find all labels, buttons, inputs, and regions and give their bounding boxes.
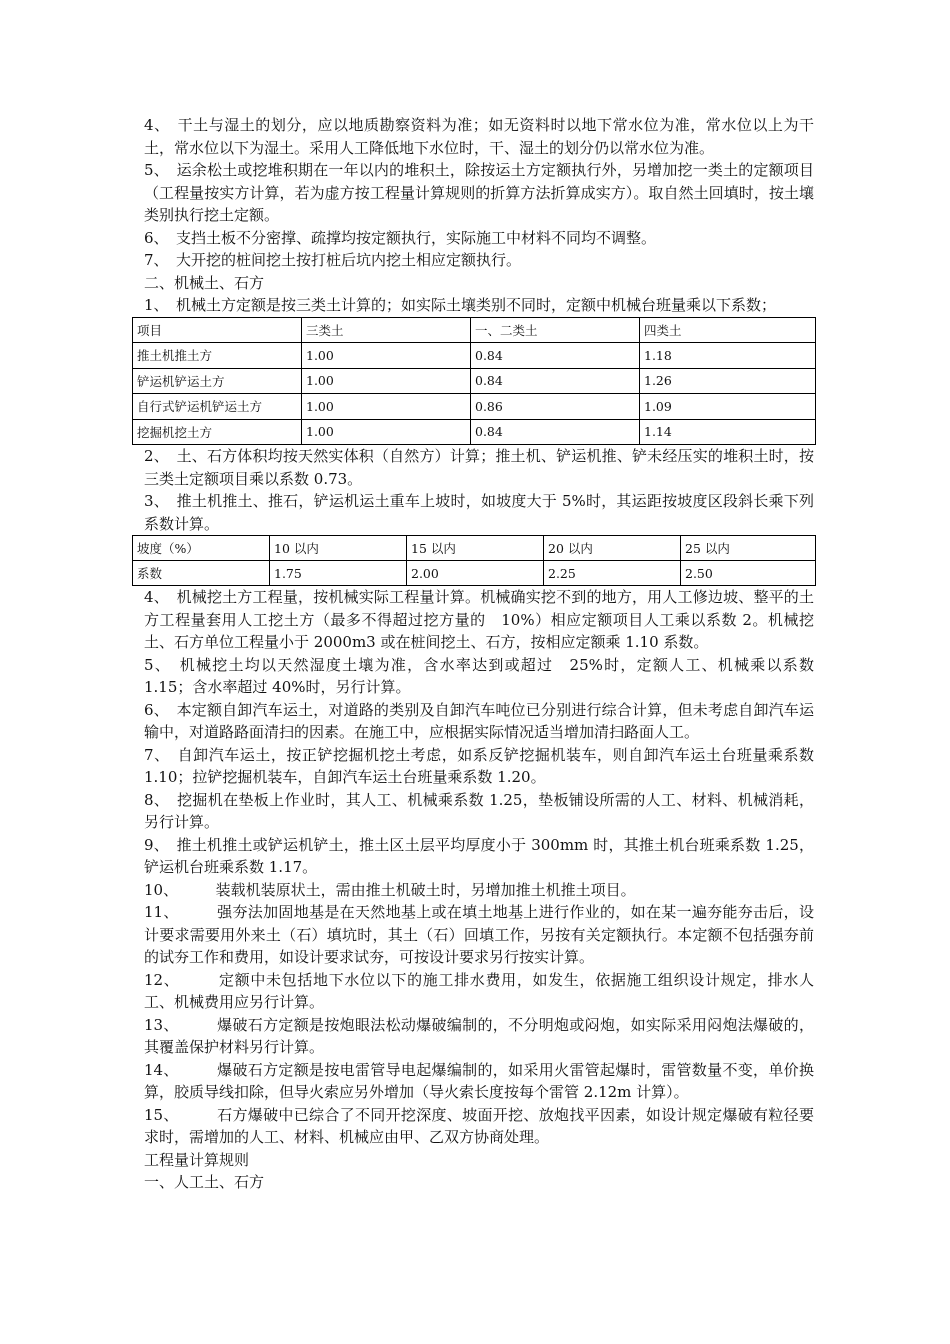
soil-coefficient-table bbox=[132, 317, 816, 446]
table-cell: 推土机推土方 bbox=[133, 343, 302, 369]
section-a bbox=[144, 114, 814, 317]
paragraph: 12、 定额中未包括地下水位以下的施工排水费用，如发生，依据施工组织设计规定，排水人工、机械费用应另行计算。 bbox=[144, 970, 814, 1011]
table-cell: 0.84 bbox=[471, 368, 640, 394]
table-row bbox=[133, 561, 816, 586]
paragraph: 11、 强夯法加固地基是在天然地基上或在填土地基上进行作业的，如在某一遍夯能夯击后，设计要求需要用外来土（石）填坑时，其土（石）回填工作，另按有关定额执行。本定额不包括强夯前的试夯工作和费用，如设计要求试夯，可按设计要求另行按实计算。 bbox=[144, 903, 814, 966]
table-header-cell: 坡度（%） bbox=[133, 536, 270, 561]
table-cell: 2.00 bbox=[407, 561, 544, 586]
section-heading: 二、机械土、石方 bbox=[144, 273, 265, 292]
table-row bbox=[133, 368, 816, 394]
table-cell: 铲运机铲运土方 bbox=[133, 368, 302, 394]
paragraph: 15、 石方爆破中已综合了不同开挖深度、坡面开挖、放炮找平因素，如设计规定爆破有粒径要求时，需增加的人工、材料、机械应由甲、乙双方协商处理。 bbox=[144, 1105, 814, 1146]
table-header-cell: 25 以内 bbox=[681, 536, 816, 561]
table-cell: 2.25 bbox=[544, 561, 681, 586]
paragraph: 6、 支挡土板不分密撑、疏撑均按定额执行，实际施工中材料不同均不调整。 bbox=[144, 228, 657, 247]
section-heading: 一、人工土、石方 bbox=[144, 1173, 265, 1191]
table-cell: 系数 bbox=[133, 561, 270, 586]
table-cell: 自行式铲运机铲运土方 bbox=[133, 394, 302, 420]
table-header-row bbox=[133, 317, 816, 343]
table-cell: 1.18 bbox=[640, 343, 816, 369]
table-row bbox=[133, 419, 816, 445]
paragraph: 6、 本定额自卸汽车运土，对道路的类别及自卸汽车吨位已分别进行综合计算，但未考虑自卸汽车运输中，对道路路面清扫的因素。在施工中，应根据实际情况适当增加清扫路面人工。 bbox=[144, 700, 814, 741]
paragraph: 4、 机械挖土方工程量，按机械实际工程量计算。机械确实挖不到的地方，用人工修边坡、整平的土方工程量套用人工挖土方（最多不得超过挖方量的 10%）相应定额项目人工乘以系数 2。机械挖土、石方单位工程量小于 2000m3 或在桩间挖土、石方，按相应定额乘 1.10 系数。 bbox=[144, 588, 814, 651]
table-cell: 0.86 bbox=[471, 394, 640, 420]
table-header-row bbox=[133, 536, 816, 561]
table-cell: 1.14 bbox=[640, 419, 816, 445]
table-cell: 1.00 bbox=[302, 368, 471, 394]
table-header-cell: 项目 bbox=[133, 317, 302, 343]
table-cell: 1.26 bbox=[640, 368, 816, 394]
table-cell: 0.84 bbox=[471, 343, 640, 369]
table-cell: 2.50 bbox=[681, 561, 816, 586]
section-heading: 工程量计算规则 bbox=[144, 1150, 250, 1169]
paragraph: 4、 干土与湿土的划分，应以地质勘察资料为准；如无资料时以地下常水位为准，常水位以上为干土，常水位以下为湿土。采用人工降低地下水位时，干、湿土的划分仍以常水位为准。 bbox=[144, 116, 814, 157]
slope-coefficient-table bbox=[132, 535, 816, 586]
table-cell: 0.84 bbox=[471, 419, 640, 445]
table-row bbox=[133, 343, 816, 369]
section-b bbox=[144, 445, 814, 535]
table-cell: 1.00 bbox=[302, 343, 471, 369]
paragraph: 5、 机械挖土均以天然湿度土壤为准，含水率达到或超过 25%时，定额人工、机械乘以系数 1.15；含水率超过 40%时，另行计算。 bbox=[144, 655, 814, 696]
table-cell: 1.75 bbox=[270, 561, 407, 586]
table-row bbox=[133, 394, 816, 420]
table-header-cell: 20 以内 bbox=[544, 536, 681, 561]
paragraph: 7、 大开挖的桩间挖土按打桩后坑内挖土相应定额执行。 bbox=[144, 251, 522, 269]
paragraph: 10、 装载机装原状土，需由推土机破土时，另增加推土机推土项目。 bbox=[144, 880, 636, 899]
paragraph: 5、 运余松土或挖堆积期在一年以内的堆积土，除按运土方定额执行外，另增加挖一类土的定额项目（工程量按实方计算，若为虚方按工程量计算规则的折算方法折算成实方）。取自然土回填时，按土壤类别执行挖土定额。 bbox=[144, 161, 814, 224]
table-cell: 1.00 bbox=[302, 419, 471, 445]
table-cell: 1.09 bbox=[640, 394, 816, 420]
paragraph: 9、 推土机推土或铲运机铲土，推土区土层平均厚度小于 300mm 时，其推土机台班乘系数 1.25，铲运机台班乘系数 1.17。 bbox=[144, 835, 814, 876]
section-c bbox=[144, 586, 814, 1194]
document-page bbox=[137, 114, 814, 1194]
paragraph: 14、 爆破石方定额是按电雷管导电起爆编制的，如采用火雷管起爆时，雷管数量不变，单价换算，胶质导线扣除，但导火索应另外增加（导火索长度按每个雷管 2.12m 计算）。 bbox=[144, 1060, 814, 1101]
paragraph: 2、 土、石方体积均按天然实体积（自然方）计算；推土机、铲运机推、铲未经压实的堆积土时，按三类土定额项目乘以系数 0.73。 bbox=[144, 447, 814, 488]
table-header-cell: 三类土 bbox=[302, 317, 471, 343]
paragraph: 1、 机械土方定额是按三类土计算的；如实际土壤类别不同时，定额中机械台班量乘以下系数； bbox=[144, 296, 777, 314]
table-header-cell: 一、二类土 bbox=[471, 317, 640, 343]
paragraph: 8、 挖掘机在垫板上作业时，其人工、机械乘系数 1.25，垫板铺设所需的人工、材料、机械消耗，另行计算。 bbox=[144, 790, 814, 831]
table-cell: 1.00 bbox=[302, 394, 471, 420]
table-header-cell: 10 以内 bbox=[270, 536, 407, 561]
paragraph: 3、 推土机推土、推石，铲运机运土重车上坡时，如坡度大于 5%时，其运距按坡度区段斜长乘下列系数计算。 bbox=[144, 492, 814, 533]
table-header-cell: 15 以内 bbox=[407, 536, 544, 561]
paragraph: 13、 爆破石方定额是按炮眼法松动爆破编制的，不分明炮或闷炮，如实际采用闷炮法爆破的，其覆盖保护材料另行计算。 bbox=[144, 1015, 814, 1056]
table-header-cell: 四类土 bbox=[640, 317, 816, 343]
table-cell: 挖掘机挖土方 bbox=[133, 419, 302, 445]
paragraph: 7、 自卸汽车运土，按正铲挖掘机挖土考虑，如系反铲挖掘机装车，则自卸汽车运土台班量乘系数 1.10；拉铲挖掘机装车，自卸汽车运土台班量乘系数 1.20。 bbox=[144, 745, 814, 786]
